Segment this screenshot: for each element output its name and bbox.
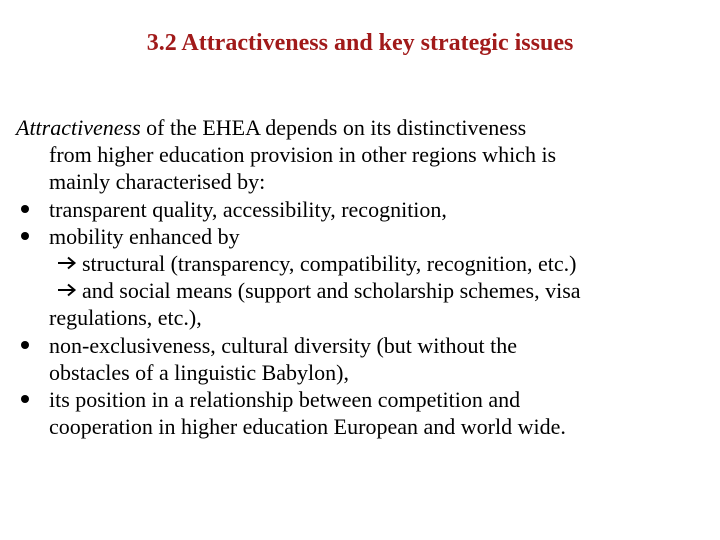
arrow-right-icon [57,283,77,297]
intro-emphasis: Attractiveness [16,115,141,140]
sub-item-structural [16,250,716,277]
bullet-item-3-cont: obstacles of a linguistic Babylon), [49,359,349,385]
intro-line-1 [16,114,716,141]
slide-title: 3.2 Attractiveness and key strategic issues [146,30,574,56]
sub-item-social [16,277,716,304]
bullet-dot-icon [21,341,29,349]
sub-item-text: structural (transparency, compatibility, recognition, etc.) [82,250,577,276]
bullet-text: non-exclusiveness, cultural diversity (but without the [49,332,518,358]
slide-body [16,114,716,440]
arrow-right-icon [57,256,77,270]
bullet-dot-icon [21,232,29,240]
sub-item-text: and social means (support and scholarship schemes, visa [82,278,581,304]
bullet-item-3 [16,332,716,359]
intro-text: of the EHEA depends on its distinctiveness [140,115,527,140]
bullet-text: mobility enhanced by [49,223,240,249]
bullet-item-2 [16,223,716,250]
sub-item-social-cont: regulations, etc.), [49,305,202,331]
bullet-dot-icon [21,205,29,213]
bullet-text: transparent quality, accessibility, recognition, [49,196,447,222]
intro-line-3: mainly characterised by: [49,169,266,195]
bullet-text: its position in a relationship between competition and [49,386,521,412]
bullet-item-4 [16,386,716,413]
intro-line-2: from higher education provision in other regions which is [49,142,557,168]
bullet-item-4-cont: cooperation in higher education European and world wide. [49,414,566,440]
bullet-dot-icon [21,395,29,403]
bullet-item-1 [16,196,716,223]
